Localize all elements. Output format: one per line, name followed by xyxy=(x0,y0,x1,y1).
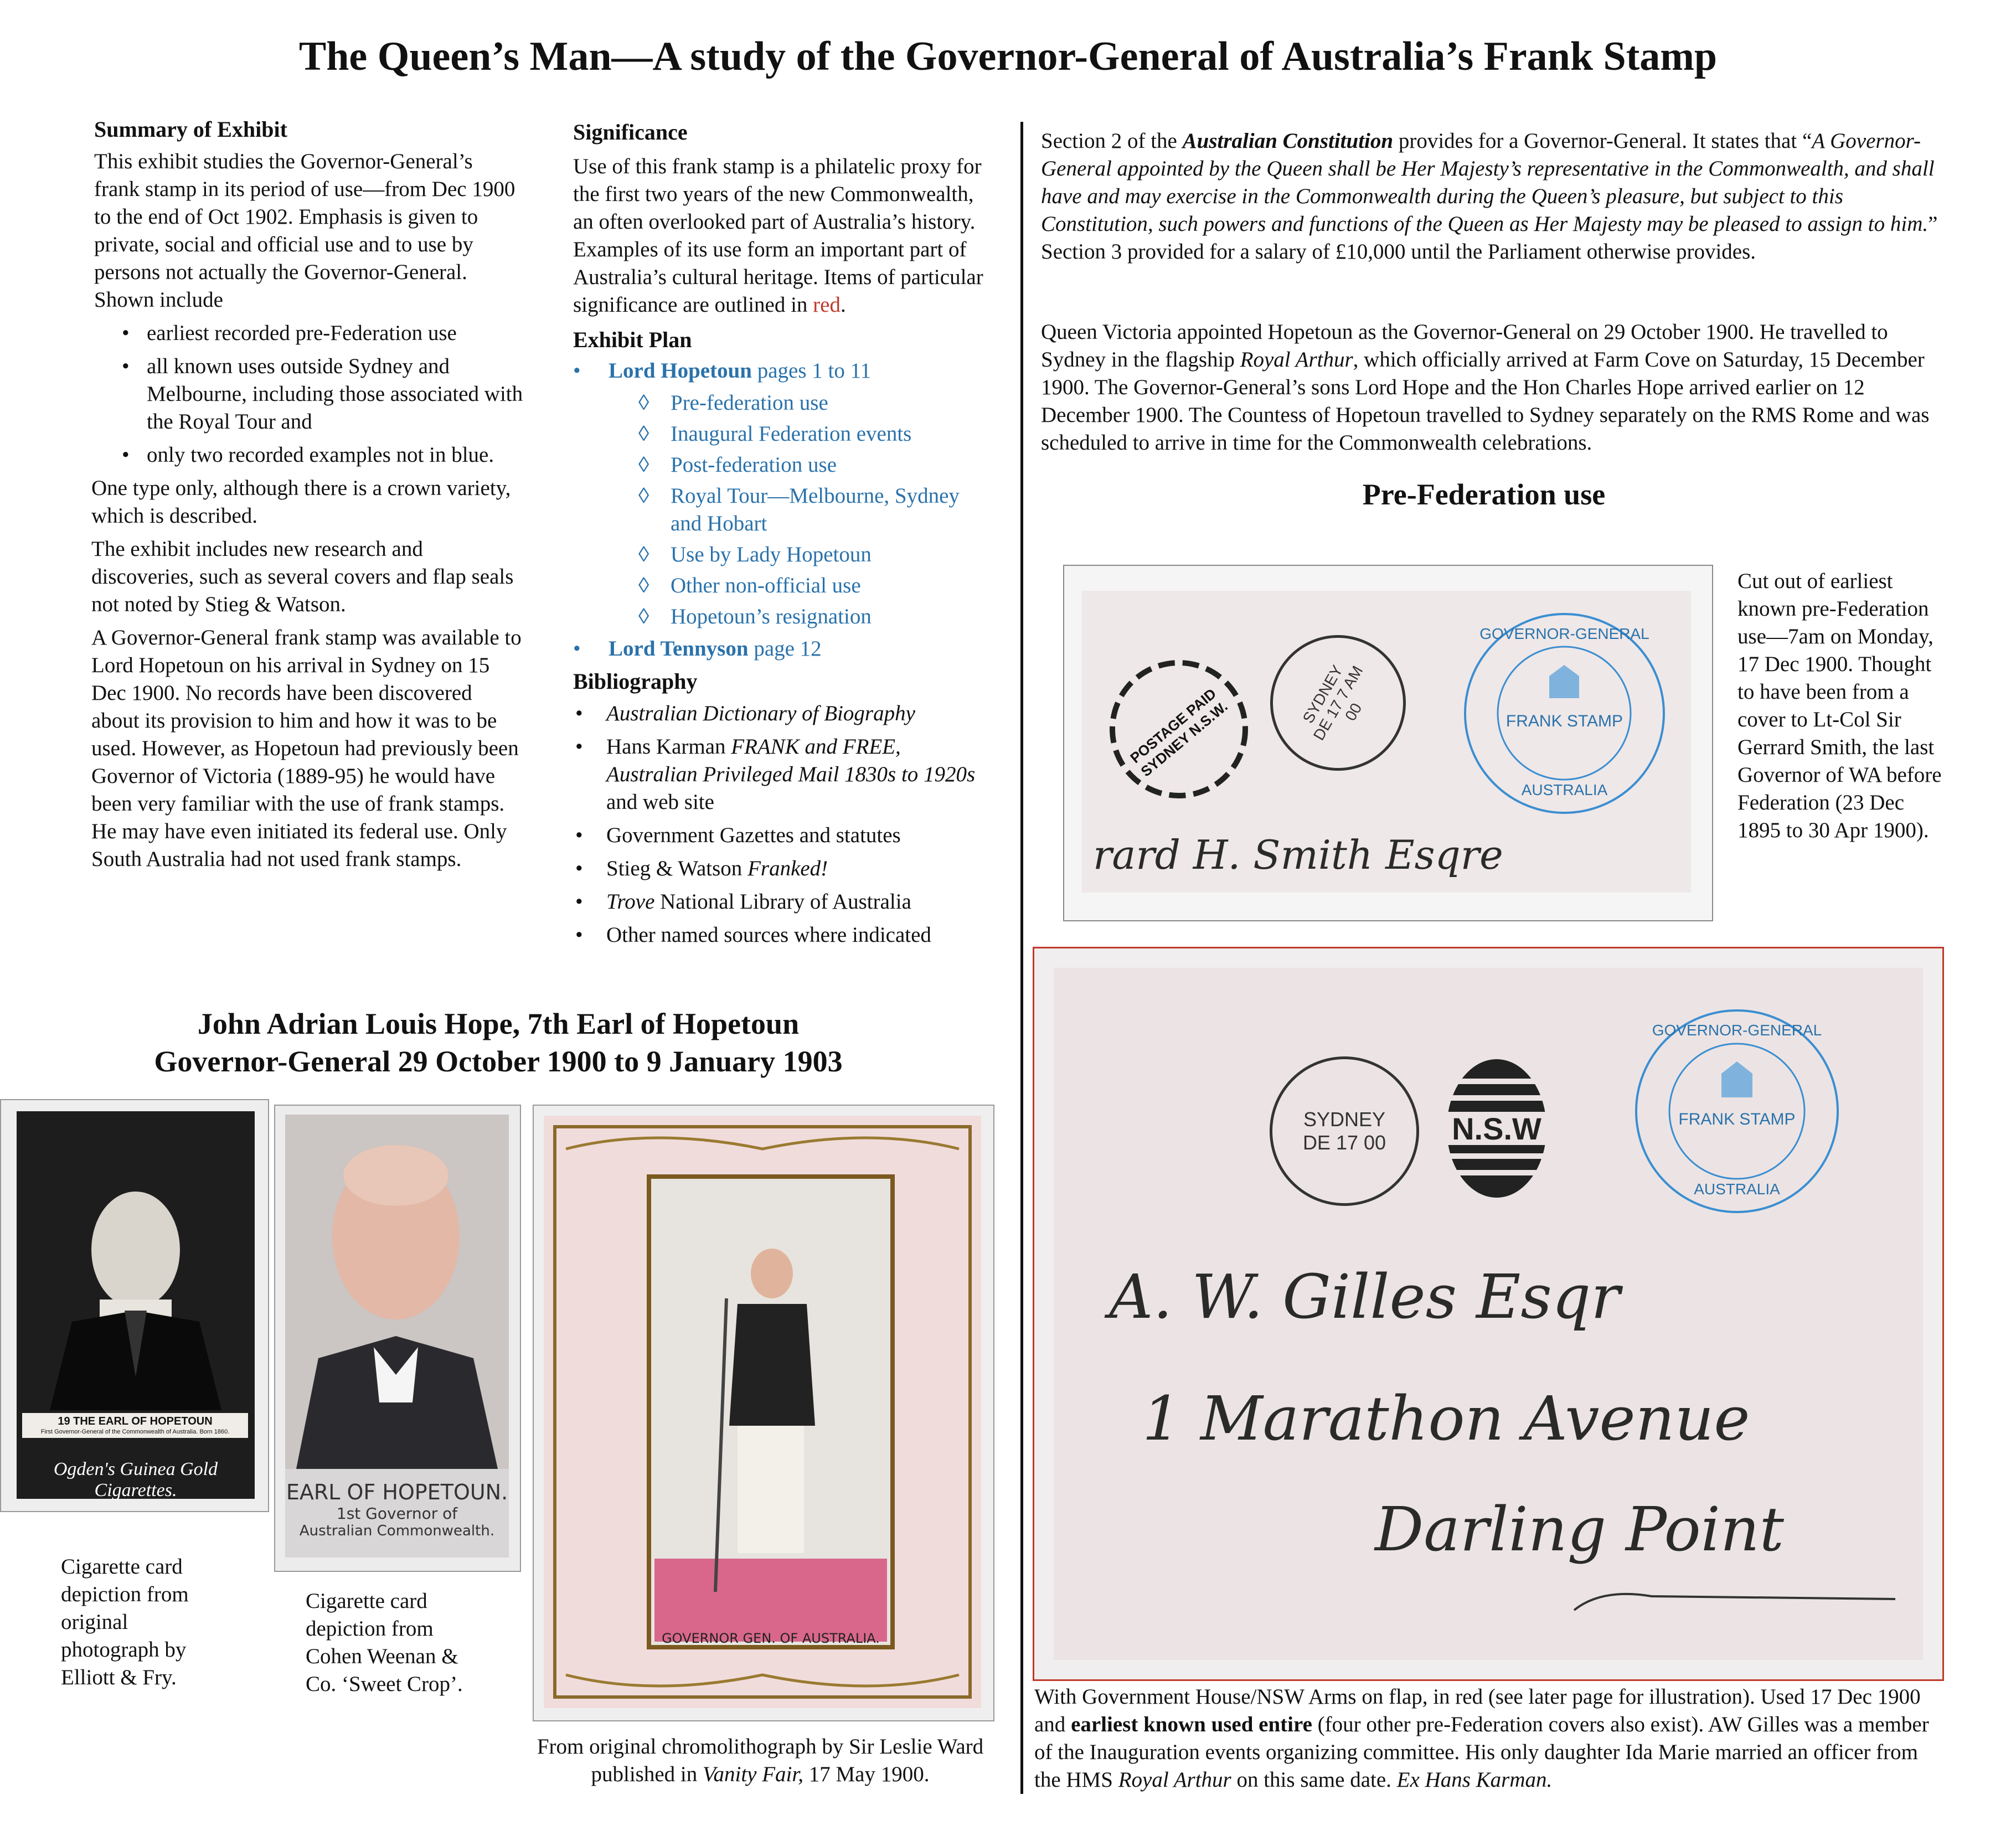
significance-section xyxy=(573,119,994,955)
cover-caption: With Government House/NSW Arms on flap, in red (see later page for illustration). Used 17 Dec 1900 and earliest known used entire (four other pre-Federation covers also exist). AW Gilles was a member of the Inauguration events organizing committee. His only daughter Ida Marie married an officer from the HMS Royal Arthur on this same date. Ex Hans Karman. xyxy=(1034,1685,1929,1792)
hopetoun-name: John Adrian Louis Hope, 7th Earl of Hopetoun xyxy=(197,1007,800,1040)
summary-paragraph: The exhibit includes new research and discoveries, such as several covers and flap seals not noted by Stieg & Watson. xyxy=(91,537,514,616)
significance-text: Use of this frank stamp is a philatelic proxy for the first two years of the new Commonwealth, an often overlooked part of Australia’s history. Examples of its use form an important part of Australia’s cultural heritage. Items of particular significance are outlined in red. xyxy=(573,154,983,317)
exhibit-plan-list xyxy=(573,357,994,663)
card3-description: From original chromolithograph by Sir Leslie Ward published in Vanity Fair, 17 May 1900. xyxy=(537,1735,984,1786)
print-image xyxy=(544,1116,981,1708)
card2-sub1: 1st Governor of xyxy=(336,1504,458,1523)
plan-subitem: ◊ Post-federation use xyxy=(573,451,994,479)
constitution-paragraph: Section 2 of the Australian Constitution provides for a Governor-General. It states that “A Governor-General appointed by the Queen shall be Her Majesty’s representative in the Commonwealth, and shall have and may exercise in the Commonwealth during the Queen’s pleasure, but subject to this Constitution, such powers and functions of the Queen as Her Majesty may be pleased to assign to him.” Section 3 provided for a salary of £10,000 until the Parliament otherwise provides. xyxy=(1041,129,1938,264)
address-line-2: 1 Marathon Avenue xyxy=(1142,1383,1750,1454)
plan-subitem: ◊ Other non-official use xyxy=(573,572,994,600)
card1-caption-small: First Governor-General of the Commonwealth of Australia. Born 1860. xyxy=(40,1429,230,1435)
summary-paragraph: A Governor-General frank stamp was available to Lord Hopetoun on his arrival in Sydney on 15 Dec 1900. No records have been discovered about its provision to him and how it was to be used. However, as Hopetoun had previously been Governor of Victoria (1889-95) he would have been very familiar with the use of frank stamps. He may have even initiated its federal use. Only South Australia had not used frank stamps. xyxy=(91,626,522,871)
date-postmark: SYDNEY DE 17 7 AM 00 xyxy=(1270,635,1406,771)
vanity-fair-print xyxy=(533,1105,994,1721)
prefederation-heading: Pre-Federation use xyxy=(1362,478,1606,511)
address-line-1: A. W. Gilles Esqr xyxy=(1109,1261,1620,1332)
cover-envelope xyxy=(1054,968,1923,1660)
card1-brand: Ogden's Guinea Gold Cigarettes. xyxy=(53,1459,218,1500)
summary-heading: Summary of Exhibit xyxy=(94,117,287,142)
frank-stamp xyxy=(1464,613,1665,814)
summary-section xyxy=(91,116,523,873)
stamp-bottom-text: AUSTRALIA xyxy=(1694,1180,1780,1198)
cigarette-card-ogdens xyxy=(0,1099,269,1512)
nsw-barred-oval xyxy=(1441,1056,1552,1200)
cutout-piece xyxy=(1082,591,1691,893)
card1-description: Cigarette card depiction from original photograph by Elliott & Fry. xyxy=(61,1555,189,1689)
underline-flourish xyxy=(1569,1582,1901,1616)
hopetoun-term: Governor-General 29 October 1900 to 9 January 1903 xyxy=(154,1045,843,1078)
plan-subitem: ◊ Use by Lady Hopetoun xyxy=(573,541,994,569)
summary-paragraph: One type only, although there is a crown variety, which is described. xyxy=(91,476,511,528)
plan-subitem: ◊ Pre-federation use xyxy=(573,389,994,417)
list-item: • Stieg & Watson Franked! xyxy=(573,855,994,883)
list-item: • Government Gazettes and statutes xyxy=(573,822,994,849)
stamp-bottom-text: AUSTRALIA xyxy=(1521,781,1608,798)
list-item: • Other named sources where indicated xyxy=(573,921,994,949)
cover-item xyxy=(1033,947,1944,1681)
card2-description: Cigarette card depiction from Cohen Weenan & Co. ‘Sweet Crop’. xyxy=(306,1589,463,1696)
list-item: • only two recorded examples not in blue. xyxy=(91,441,523,469)
plan-subitem: ◊ Royal Tour—Melbourne, Sydney and Hobart xyxy=(573,482,994,538)
plan-subitem: ◊ Inaugural Federation events xyxy=(573,420,994,448)
summary-intro: This exhibit studies the Governor-General’s frank stamp in its period of use—from Dec 1900 to the end of Oct 1902. Emphasis is given to private, social and official use and to use by persons not actually the Governor-General. Shown include xyxy=(94,149,515,312)
summary-bullets xyxy=(91,319,523,469)
exhibit-plan-heading: Exhibit Plan xyxy=(573,327,692,352)
list-item: • Australian Dictionary of Biography xyxy=(573,700,994,728)
address-line-3: Darling Point xyxy=(1375,1494,1784,1565)
date-postmark: SYDNEY DE 17 00 xyxy=(1270,1056,1419,1206)
hopetoun-heading xyxy=(0,1005,997,1080)
cutout-caption: Cut out of earliest known pre-Federation use—7am on Monday, 17 Dec 1900. Thought to have been from a cover to Lt-Col Sir Gerrard Smith, the last Governor of WA before Federation (23 Dec 1895 to 30 Apr 1900). xyxy=(1737,569,1942,842)
print-banner: GOVERNOR GEN. OF AUSTRALIA. xyxy=(662,1631,880,1646)
card2-caption xyxy=(285,1480,509,1539)
list-item: • earliest recorded pre-Federation use xyxy=(91,319,523,347)
cutout-item xyxy=(1063,565,1713,921)
stamp-top-text: GOVERNOR-GENERAL xyxy=(1479,625,1649,642)
plan-subitem: ◊ Hopetoun’s resignation xyxy=(573,603,994,631)
nsw-text: N.S.W xyxy=(1452,1111,1541,1146)
plan-item-hopetoun: • Lord Hopetoun pages 1 to 11 xyxy=(573,357,994,385)
card1-caption xyxy=(22,1413,248,1438)
card2-sub2: Australian Commonwealth. xyxy=(299,1523,495,1539)
red-word: red xyxy=(813,293,841,317)
card-photo xyxy=(17,1111,255,1499)
card2-name: EARL OF HOPETOUN. xyxy=(286,1480,508,1504)
bibliography-heading: Bibliography xyxy=(573,669,698,694)
portrait-image xyxy=(285,1115,509,1469)
address-script: rard H. Smith Esqre xyxy=(1093,832,1503,878)
stamp-top-text: GOVERNOR-GENERAL xyxy=(1652,1022,1822,1039)
card1-caption-title: 19 THE EARL OF HOPETOUN xyxy=(58,1415,213,1427)
frank-stamp xyxy=(1635,1009,1839,1213)
cigarette-card-cohen xyxy=(274,1105,521,1572)
stamp-middle-text: FRANK STAMP xyxy=(1678,1110,1796,1128)
list-item: • Trove National Library of Australia xyxy=(573,888,994,916)
stamp-middle-text: FRANK STAMP xyxy=(1505,712,1623,730)
card-photo xyxy=(285,1115,509,1558)
appointment-paragraph: Queen Victoria appointed Hopetoun as the Governor-General on 29 October 1900. He travelled to Sydney in the flagship Royal Arthur, which officially arrived at Farm Cove on Saturday, 15 December 1900. The Governor-General’s sons Lord Hope and the Hon Charles Hope arrived earlier on 12 December 1900. The Countess of Hopetoun travelled to Sydney separately on the RMS Rome and was scheduled to arrive in time for the Commonwealth celebrations. xyxy=(1041,320,1930,455)
bibliography-list xyxy=(573,700,994,949)
page-title: The Queen’s Man—A study of the Governor-General of Australia’s Frank Stamp xyxy=(298,34,1718,79)
ornate-frame xyxy=(544,1116,981,1708)
portrait-image xyxy=(17,1144,255,1410)
list-item: • all known uses outside Sydney and Melbourne, including those associated with the Royal Tour and xyxy=(91,353,523,436)
column-divider xyxy=(1020,122,1023,1794)
list-item: • Hans Karman FRANK and FREE, Australian Privileged Mail 1830s to 1920s and web site xyxy=(573,733,994,816)
postage-paid-postmark: POSTAGE PAID SYDNEY N.S.W. xyxy=(1104,654,1254,804)
plan-item-tennyson: • Lord Tennyson page 12 xyxy=(573,635,994,663)
significance-heading: Significance xyxy=(573,120,688,145)
